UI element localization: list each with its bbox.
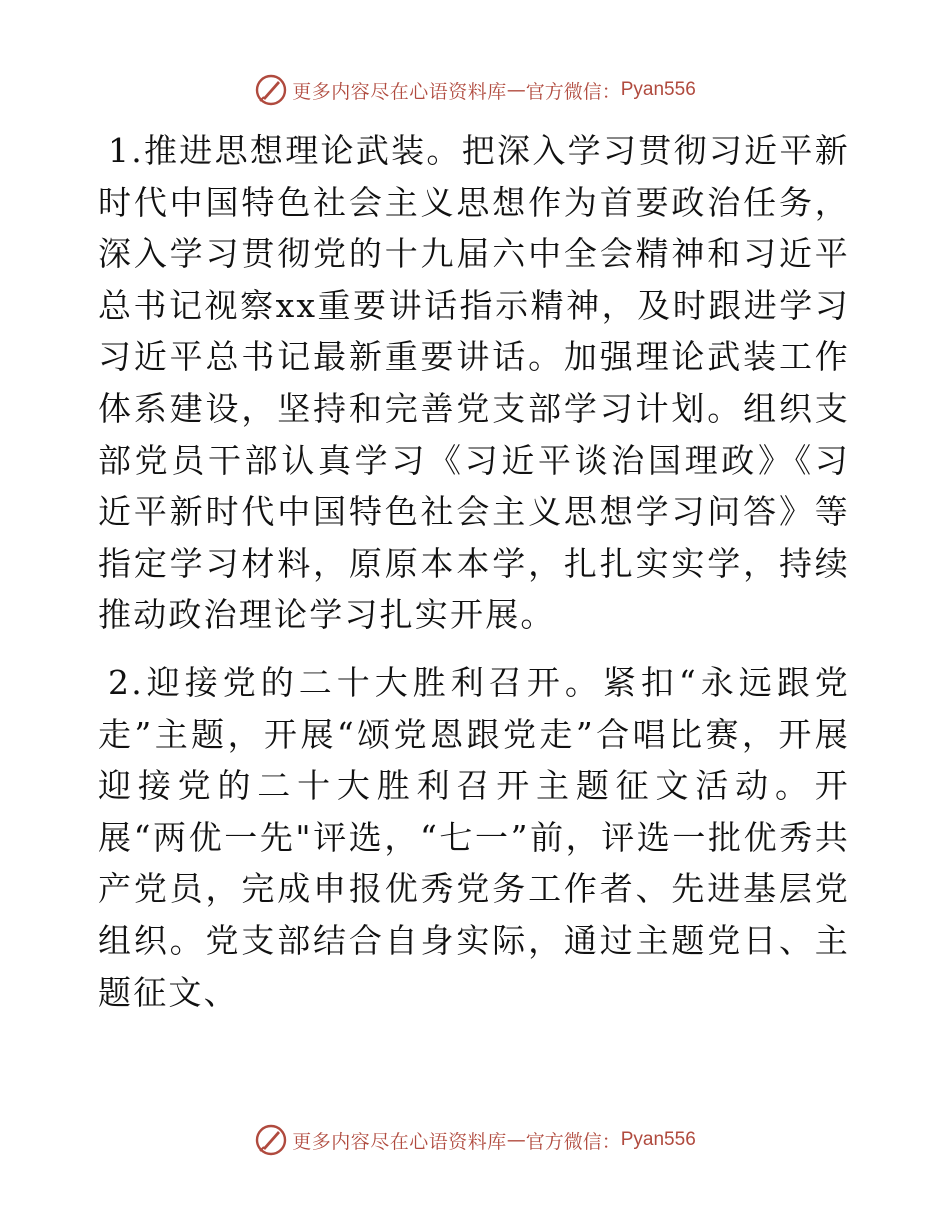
banner-official-label: 官方微信： [525,1130,621,1153]
quill-pen-logo-icon [254,73,288,107]
quill-pen-logo-icon [254,1123,288,1157]
footer-watermark-banner [0,1120,950,1160]
banner-brand-text: 更多内容尽在心语资料库 [292,80,507,103]
banner-separator: — [506,79,526,101]
document-body [98,125,850,1018]
paragraph-2: 2.迎接党的二十大胜利召开。紧扣“永远跟党走”主题，开展“颂党恩跟党走”合唱比赛，开展迎接党的二十大胜利召开主题征文活动。开展“两优一先"评选，“七一”前，评选一批优秀共产党员，完成申报优秀党务工作者、先进基层党组织。党支部结合自身实际，通过主题党日、主题征文、 [98,662,850,1012]
header-watermark-banner [0,70,950,110]
banner-brand-text: 更多内容尽在心语资料库 [292,1130,507,1153]
banner-wechat-handle: Pyan556 [620,79,696,100]
banner-wechat-handle: Pyan556 [620,1129,696,1150]
banner-separator: — [506,1129,526,1151]
paragraph-1: 1.推进思想理论武装。把深入学习贯彻习近平新时代中国特色社会主义思想作为首要政治任务，深入学习贯彻党的十九届六中全会精神和习近平总书记视察xx重要讲话指示精神，及时跟进学习习近平总书记最新重要讲话。加强理论武装工作体系建设，坚持和完善党支部学习计划。组织支部党员干部认真学习《习近平谈治国理政》《习近平新时代中国特色社会主义思想学习问答》等指定学习材料，原原本本学，扎扎实实学，持续推动政治理论学习扎实开展。 [98,131,850,635]
banner-official-label: 官方微信： [525,80,621,103]
